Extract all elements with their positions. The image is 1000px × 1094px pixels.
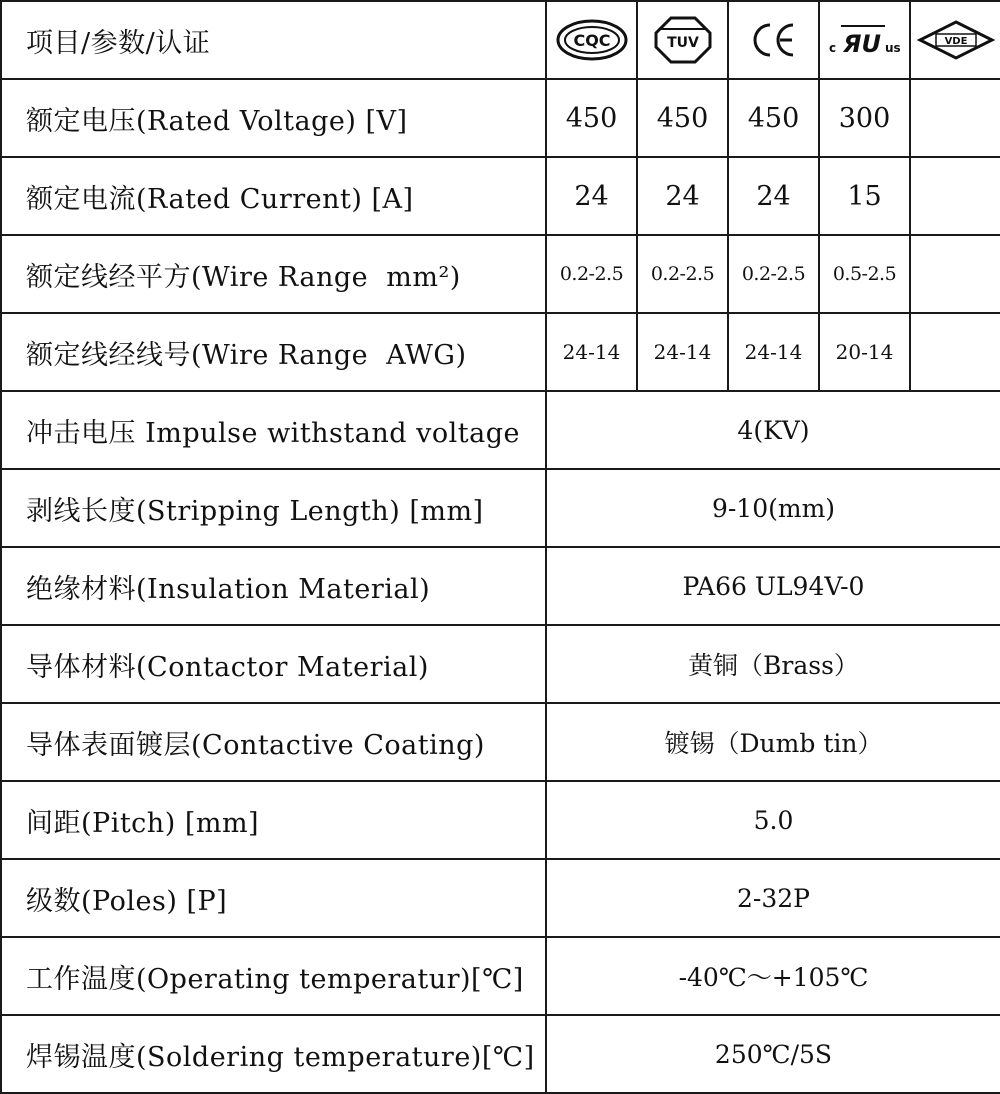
pitch-row — [1, 781, 1000, 859]
soldering-temperature-row — [1, 1015, 1000, 1093]
wire-range-mm-row — [1, 235, 1000, 313]
ul-value: 15 — [819, 157, 910, 235]
svg-text:c: c — [828, 41, 836, 55]
ce-logo-cell — [728, 1, 819, 79]
svg-text:CQC: CQC — [572, 31, 611, 50]
vde-value — [910, 313, 1000, 391]
row-label: 工作温度(Operating temperatur)[℃] — [1, 937, 546, 1015]
ce-value: 24-14 — [728, 313, 819, 391]
row-label: 额定电流(Rated Current) [A] — [1, 157, 546, 235]
tuv-value: 24-14 — [637, 313, 728, 391]
row-label: 焊锡温度(Soldering temperature)[℃] — [1, 1015, 546, 1093]
poles-row — [1, 859, 1000, 937]
contactive-coating-row — [1, 703, 1000, 781]
ul-value: 0.5-2.5 — [819, 235, 910, 313]
cqc-logo-cell — [546, 1, 637, 79]
operating-temperature-row — [1, 937, 1000, 1015]
header-row — [1, 1, 1000, 79]
rated-current-row — [1, 157, 1000, 235]
ul-logo-cell — [819, 1, 910, 79]
tuv-logo-cell — [637, 1, 728, 79]
cqc-value: 0.2-2.5 — [546, 235, 637, 313]
ul-logo-icon — [825, 18, 905, 62]
row-value: 4(KV) — [546, 391, 1000, 469]
vde-value — [910, 235, 1000, 313]
row-label: 冲击电压 Impulse withstand voltage — [1, 391, 546, 469]
row-label: 绝缘材料(Insulation Material) — [1, 547, 546, 625]
vde-value — [910, 79, 1000, 157]
vde-logo-icon — [916, 18, 996, 62]
row-label: 级数(Poles) [P] — [1, 859, 546, 937]
svg-text:TUV: TUV — [666, 35, 699, 51]
row-label: 额定线经线号(Wire Range AWG) — [1, 313, 546, 391]
wire-range-awg-row — [1, 313, 1000, 391]
cqc-value: 24 — [546, 157, 637, 235]
ce-value: 450 — [728, 79, 819, 157]
cqc-value: 450 — [546, 79, 637, 157]
row-label: 导体表面镀层(Contactive Coating) — [1, 703, 546, 781]
row-value: 黄铜（Brass） — [546, 625, 1000, 703]
cqc-value: 24-14 — [546, 313, 637, 391]
cqc-logo-icon — [555, 18, 629, 62]
ul-value: 20-14 — [819, 313, 910, 391]
header-label: 项目/参数/认证 — [1, 1, 546, 79]
row-value: 250℃/5S — [546, 1015, 1000, 1093]
row-value: PA66 UL94V-0 — [546, 547, 1000, 625]
row-value: -40℃～+105℃ — [546, 937, 1000, 1015]
rated-voltage-row — [1, 79, 1000, 157]
row-value: 镀锡（Dumb tin） — [546, 703, 1000, 781]
tuv-value: 24 — [637, 157, 728, 235]
ul-value: 300 — [819, 79, 910, 157]
svg-text:us: us — [884, 41, 901, 55]
ce-logo-icon — [749, 18, 799, 62]
row-label: 导体材料(Contactor Material) — [1, 625, 546, 703]
impulse-voltage-row — [1, 391, 1000, 469]
tuv-value: 0.2-2.5 — [637, 235, 728, 313]
tuv-value: 450 — [637, 79, 728, 157]
vde-value — [910, 157, 1000, 235]
contactor-material-row — [1, 625, 1000, 703]
vde-logo-cell — [910, 1, 1000, 79]
svg-text:VDE: VDE — [944, 36, 967, 47]
stripping-length-row — [1, 469, 1000, 547]
row-value: 5.0 — [546, 781, 1000, 859]
ce-value: 0.2-2.5 — [728, 235, 819, 313]
row-label: 剥线长度(Stripping Length) [mm] — [1, 469, 546, 547]
row-value: 9-10(mm) — [546, 469, 1000, 547]
row-label: 额定电压(Rated Voltage) [V] — [1, 79, 546, 157]
ce-value: 24 — [728, 157, 819, 235]
row-value: 2-32P — [546, 859, 1000, 937]
tuv-logo-icon — [653, 15, 713, 65]
row-label: 间距(Pitch) [mm] — [1, 781, 546, 859]
insulation-material-row — [1, 547, 1000, 625]
row-label: 额定线经平方(Wire Range mm²) — [1, 235, 546, 313]
svg-text:ЯU: ЯU — [842, 30, 881, 58]
